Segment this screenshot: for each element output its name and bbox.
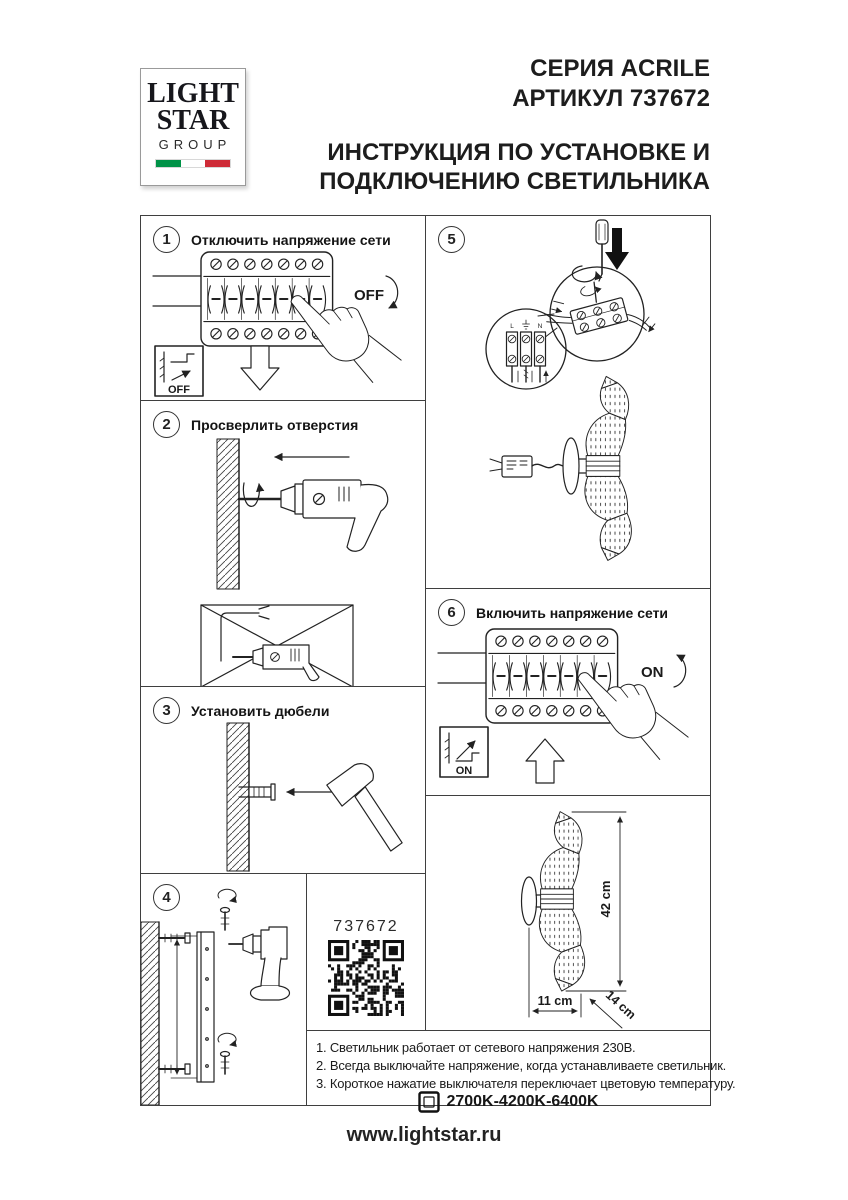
on-switch-label: ON bbox=[455, 765, 473, 777]
logo-group: GROUP bbox=[158, 137, 232, 153]
depth-label: 14 cm bbox=[602, 987, 639, 1023]
step-1-label: Отключить напряжение сети bbox=[191, 232, 391, 248]
dimension-line bbox=[171, 936, 197, 1078]
logo-star: STAR bbox=[156, 104, 230, 136]
acrile-fixture bbox=[585, 376, 631, 560]
bracket-mounting-diagram bbox=[141, 874, 306, 1105]
flag-red bbox=[205, 160, 230, 167]
instruction-title-line1: ИНСТРУКЦИЯ ПО УСТАНОВКЕ И bbox=[327, 139, 710, 166]
step-5-number-badge: 5 bbox=[438, 226, 465, 253]
power-on-breaker-diagram bbox=[426, 623, 710, 795]
cable bbox=[532, 464, 563, 467]
step-6-number-badge: 6 bbox=[438, 599, 465, 626]
fixture-dimensions-diagram bbox=[426, 796, 710, 1030]
depth-dimension bbox=[590, 988, 639, 1028]
dimensions-panel bbox=[425, 795, 711, 1031]
wall-screw-bottom-icon bbox=[159, 1064, 190, 1074]
step-6-label: Включить напряжение сети bbox=[476, 605, 669, 621]
step-2-label: Просверлить отверстия bbox=[191, 417, 359, 433]
rotation-arrow-icon bbox=[243, 483, 259, 506]
terminal-block-icon bbox=[537, 270, 657, 357]
footer-url: www.lightstar.ru bbox=[346, 1124, 502, 1146]
wall-screw-top-icon bbox=[159, 933, 190, 943]
step-3-panel bbox=[140, 686, 426, 874]
qr-article-number: 737672 bbox=[333, 918, 399, 935]
logo-light: LIGHT bbox=[147, 78, 239, 109]
wall-plate bbox=[563, 438, 586, 494]
on-switch-icon bbox=[440, 727, 488, 777]
step-6-panel bbox=[425, 588, 711, 796]
off-switch-label: OFF bbox=[168, 384, 190, 396]
breaker-off-label: OFF bbox=[354, 287, 384, 304]
drill-icon bbox=[281, 480, 388, 551]
rotate-up-arrow-icon bbox=[674, 655, 686, 687]
screwdriver-icon bbox=[596, 220, 608, 281]
color-temp-label: 2700K-4200K-6400K bbox=[446, 1093, 599, 1110]
drill-wall-diagram bbox=[141, 435, 425, 687]
italian-flag-icon bbox=[155, 159, 231, 168]
article-number: АРТИКУЛ 737672 bbox=[512, 85, 710, 112]
screw-rotate-top-icon bbox=[218, 889, 236, 930]
up-block-arrow-icon bbox=[526, 739, 564, 783]
no-drill-warning-diagram bbox=[201, 605, 353, 687]
note-line-3: 3. Короткое нажатие выключателя переключает цветовую температуру. bbox=[316, 1076, 736, 1092]
step-4-number-badge: 4 bbox=[153, 884, 180, 911]
rotate-down-arrow-icon bbox=[386, 276, 398, 308]
screw-rotate-bottom-icon bbox=[218, 1033, 236, 1074]
hammer-icon bbox=[327, 758, 417, 858]
terminal-l-label: L bbox=[510, 323, 514, 330]
acrile-fixture bbox=[539, 812, 584, 991]
note-line-2: 2. Всегда выключайте напряжение, когда устанавливаете светильник. bbox=[316, 1058, 727, 1074]
dowel-icon bbox=[249, 784, 275, 800]
qr-code bbox=[328, 940, 404, 1016]
step-3-label: Установить дюбели bbox=[191, 703, 330, 719]
flag-white bbox=[181, 160, 206, 167]
off-switch-icon bbox=[155, 346, 203, 396]
step-4-panel bbox=[140, 873, 307, 1106]
note-line-1: 1. Светильник работает от сетевого напряжения 230В. bbox=[316, 1040, 636, 1055]
terminal-n-label: N bbox=[537, 323, 543, 330]
color-temp-row bbox=[307, 1091, 710, 1113]
power-off-breaker-diagram bbox=[141, 250, 425, 400]
qr-panel bbox=[306, 873, 426, 1031]
step-3-number-badge: 3 bbox=[153, 697, 180, 724]
width-label: 11 cm bbox=[537, 994, 573, 1008]
notes-panel bbox=[306, 1030, 736, 1110]
lightstar-logo bbox=[140, 68, 246, 186]
header-text bbox=[319, 54, 710, 197]
step-2-panel bbox=[140, 400, 426, 687]
down-block-arrow-icon bbox=[241, 346, 279, 390]
step-2-number-badge: 2 bbox=[153, 411, 180, 438]
earth-symbol-icon bbox=[523, 320, 530, 329]
driver-box-icon bbox=[490, 456, 532, 477]
instruction-title-line2: ПОДКЛЮЧЕНИЮ СВЕТИЛЬНИКА bbox=[319, 168, 710, 196]
wiring-diagram bbox=[426, 216, 710, 588]
dowel-hammer-diagram bbox=[141, 721, 425, 873]
step-1-panel bbox=[140, 215, 426, 401]
screwdriver-drill-icon bbox=[229, 927, 290, 1000]
mounting-bar bbox=[197, 932, 214, 1082]
series-title: СЕРИЯ ACRILE bbox=[530, 55, 710, 82]
step-1-number-badge: 1 bbox=[153, 226, 180, 253]
instruction-title bbox=[319, 138, 710, 197]
terminal-front-view bbox=[507, 320, 547, 382]
breaker-on-label: ON bbox=[641, 664, 664, 681]
flag-green bbox=[156, 160, 181, 167]
step-5-panel bbox=[425, 215, 711, 589]
height-label: 42 cm bbox=[598, 880, 613, 918]
notes-list bbox=[316, 1039, 736, 1094]
color-temp-switch-icon bbox=[418, 1091, 440, 1113]
wall-plate bbox=[522, 877, 542, 925]
